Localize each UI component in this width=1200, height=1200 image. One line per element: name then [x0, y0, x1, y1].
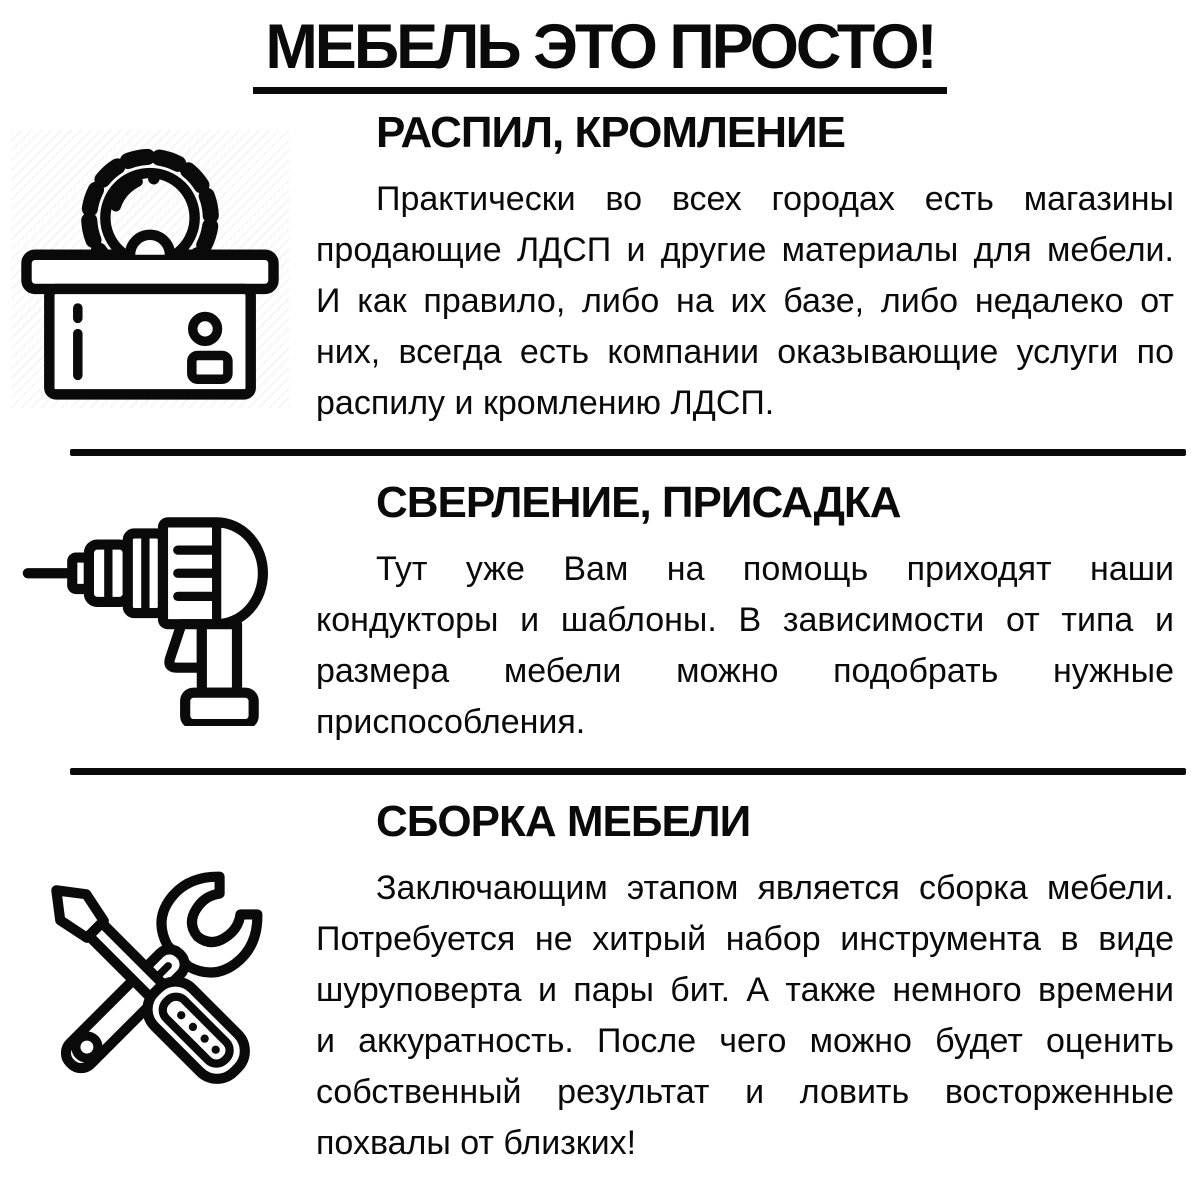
section-heading: РАСПИЛ, КРОМЛЕНИЕ	[376, 107, 845, 157]
power-drill-icon	[20, 502, 280, 726]
body-line: кондукторы и шаблоны. В зависимости от типа и	[316, 601, 1174, 640]
section-heading: СВЕРЛЕНИЕ, ПРИСАДКА	[376, 477, 901, 527]
crossed-tools-icon	[12, 846, 288, 1122]
section-body	[316, 174, 1174, 429]
section-assembly	[0, 787, 1200, 1177]
section-drilling	[0, 468, 1200, 756]
body-line: и аккуратность. После чего можно будет оценить	[316, 1022, 1174, 1061]
section-drilling-content	[300, 477, 1200, 748]
body-line: собственный результат и ловить восторженные	[316, 1073, 1174, 1112]
section-cutting-icon-column	[0, 130, 300, 408]
body-line: Тут уже Вам на помощь приходят наши	[376, 550, 1174, 589]
section-heading: СБОРКА МЕБЕЛИ	[376, 797, 751, 847]
section-drilling-icon-column	[0, 502, 300, 726]
body-line: похвалы от близких!	[316, 1124, 637, 1163]
section-body	[316, 544, 1174, 748]
body-line: И как правило, либо на их базе, либо недалеко от	[316, 281, 1174, 320]
body-line: шуруповерта и пары бит. А также немного времени	[316, 971, 1174, 1010]
section-divider	[70, 768, 1186, 775]
section-cutting	[0, 94, 1200, 437]
page-title: МЕБЕЛЬ ЭТО ПРОСТО!	[253, 14, 946, 94]
body-line: распилу и кромлению ЛДСП.	[316, 383, 775, 422]
section-divider	[70, 449, 1186, 456]
section-assembly-icon-column	[0, 846, 300, 1122]
table-saw-icon	[11, 130, 289, 408]
section-cutting-content	[300, 107, 1200, 429]
body-line: продающие ЛДСП и другие материалы для мебели.	[316, 230, 1174, 269]
body-line: Потребуется не хитрый набор инструмента в виде	[316, 920, 1174, 959]
body-line: размера мебели можно подобрать нужные	[316, 652, 1174, 691]
body-line: них, всегда есть компании оказывающие услуги по	[316, 332, 1174, 371]
body-line: Заключающим этапом является сборка мебели.	[376, 869, 1174, 908]
section-body	[316, 863, 1174, 1169]
page-header	[0, 0, 1200, 94]
body-line: Практически во всех городах есть магазины	[376, 179, 1174, 218]
section-assembly-content	[300, 799, 1200, 1169]
body-line: приспособления.	[316, 703, 586, 742]
